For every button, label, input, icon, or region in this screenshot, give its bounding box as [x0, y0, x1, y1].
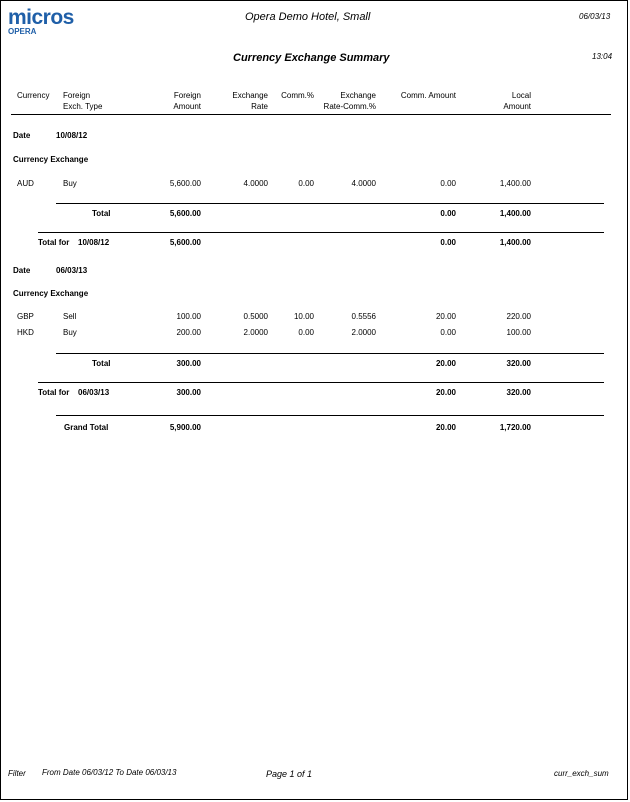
total-for-date: 06/03/13 — [78, 388, 110, 397]
cell-currency: GBP — [17, 312, 34, 321]
total-label: Total — [92, 359, 111, 368]
total-for-foreign-amount: 300.00 — [176, 388, 201, 397]
cell-rate: 0.5000 — [243, 312, 268, 321]
total-for-divider — [38, 232, 604, 233]
report-time: 13:04 — [592, 52, 613, 61]
total-for-comm-amount: 20.00 — [435, 388, 456, 397]
total-for-label: Total for — [38, 238, 70, 247]
cell-currency: HKD — [17, 328, 34, 337]
col-foreign-amount-line2: Amount — [173, 102, 201, 111]
cell-type: Sell — [63, 312, 77, 321]
cell-rate: 4.0000 — [243, 179, 268, 188]
cell-type: Buy — [63, 328, 77, 337]
cell-comm-amount: 0.00 — [440, 179, 456, 188]
cell-comm-pct: 0.00 — [298, 328, 314, 337]
total-local-amount: 320.00 — [506, 359, 531, 368]
date-label: Date — [13, 131, 31, 140]
col-rate-line1: Exchange — [232, 91, 268, 100]
total-label: Total — [92, 209, 111, 218]
logo-sub-text: OPERA — [8, 27, 37, 36]
footer-report-name: curr_exch_sum — [554, 769, 609, 778]
col-comm-pct: Comm.% — [281, 91, 314, 100]
total-for-divider — [38, 382, 604, 383]
grand-total-local-amount: 1,720.00 — [499, 423, 531, 432]
total-comm-amount: 20.00 — [435, 359, 456, 368]
total-foreign-amount: 300.00 — [176, 359, 201, 368]
footer-page-number: Page 1 of 1 — [266, 769, 313, 779]
cell-type: Buy — [63, 179, 77, 188]
cell-currency: AUD — [17, 179, 34, 188]
col-rate-line2: Rate — [251, 102, 268, 111]
micros-opera-logo — [8, 7, 74, 36]
cell-rate-comm: 4.0000 — [351, 179, 376, 188]
cell-foreign-amount: 200.00 — [176, 328, 201, 337]
cell-comm-pct: 0.00 — [298, 179, 314, 188]
cell-foreign-amount: 100.00 — [176, 312, 201, 321]
total-for-comm-amount: 0.00 — [440, 238, 456, 247]
report-title: Currency Exchange Summary — [233, 52, 390, 64]
col-rate-comm-line2: Rate-Comm.% — [323, 102, 376, 111]
col-currency: Currency — [17, 91, 50, 100]
total-divider — [56, 353, 604, 354]
total-for-foreign-amount: 5,600.00 — [169, 238, 201, 247]
header-divider — [11, 114, 611, 115]
cell-comm-amount: 0.00 — [440, 328, 456, 337]
col-rate-comm-line1: Exchange — [340, 91, 376, 100]
total-for-local-amount: 1,400.00 — [499, 238, 531, 247]
section-title: Currency Exchange — [13, 289, 89, 298]
hotel-name: Opera Demo Hotel, Small — [245, 11, 371, 23]
cell-local-amount: 220.00 — [506, 312, 531, 321]
cell-rate: 2.0000 — [243, 328, 268, 337]
grand-total-comm-amount: 20.00 — [435, 423, 456, 432]
total-for-date: 10/08/12 — [78, 238, 110, 247]
cell-foreign-amount: 5,600.00 — [169, 179, 201, 188]
grand-total-divider — [56, 415, 604, 416]
cell-comm-pct: 10.00 — [293, 312, 314, 321]
total-local-amount: 1,400.00 — [499, 209, 531, 218]
col-local-line2: Amount — [503, 102, 531, 111]
col-foreign-amount-line1: Foreign — [173, 91, 201, 100]
col-foreign-type-line2: Exch. Type — [63, 102, 103, 111]
grand-total-label: Grand Total — [64, 423, 109, 432]
logo-main-text: micros — [8, 6, 74, 29]
cell-rate-comm: 2.0000 — [351, 328, 376, 337]
date-value: 06/03/13 — [56, 266, 88, 275]
date-value: 10/08/12 — [56, 131, 88, 140]
cell-local-amount: 100.00 — [506, 328, 531, 337]
grand-total-foreign-amount: 5,900.00 — [169, 423, 201, 432]
total-for-local-amount: 320.00 — [506, 388, 531, 397]
total-foreign-amount: 5,600.00 — [169, 209, 201, 218]
cell-rate-comm: 0.5556 — [351, 312, 376, 321]
report-date: 06/03/13 — [579, 12, 611, 21]
footer-filter-label: Filter — [8, 769, 26, 778]
date-label: Date — [13, 266, 31, 275]
total-comm-amount: 0.00 — [440, 209, 456, 218]
col-local-line1: Local — [511, 91, 531, 100]
col-comm-amount: Comm. Amount — [400, 91, 456, 100]
total-divider — [56, 203, 604, 204]
total-for-label: Total for — [38, 388, 70, 397]
col-foreign-type-line1: Foreign — [63, 91, 91, 100]
footer-filter-text: From Date 06/03/12 To Date 06/03/13 — [42, 768, 177, 777]
section-title: Currency Exchange — [13, 155, 89, 164]
cell-comm-amount: 20.00 — [435, 312, 456, 321]
cell-local-amount: 1,400.00 — [499, 179, 531, 188]
